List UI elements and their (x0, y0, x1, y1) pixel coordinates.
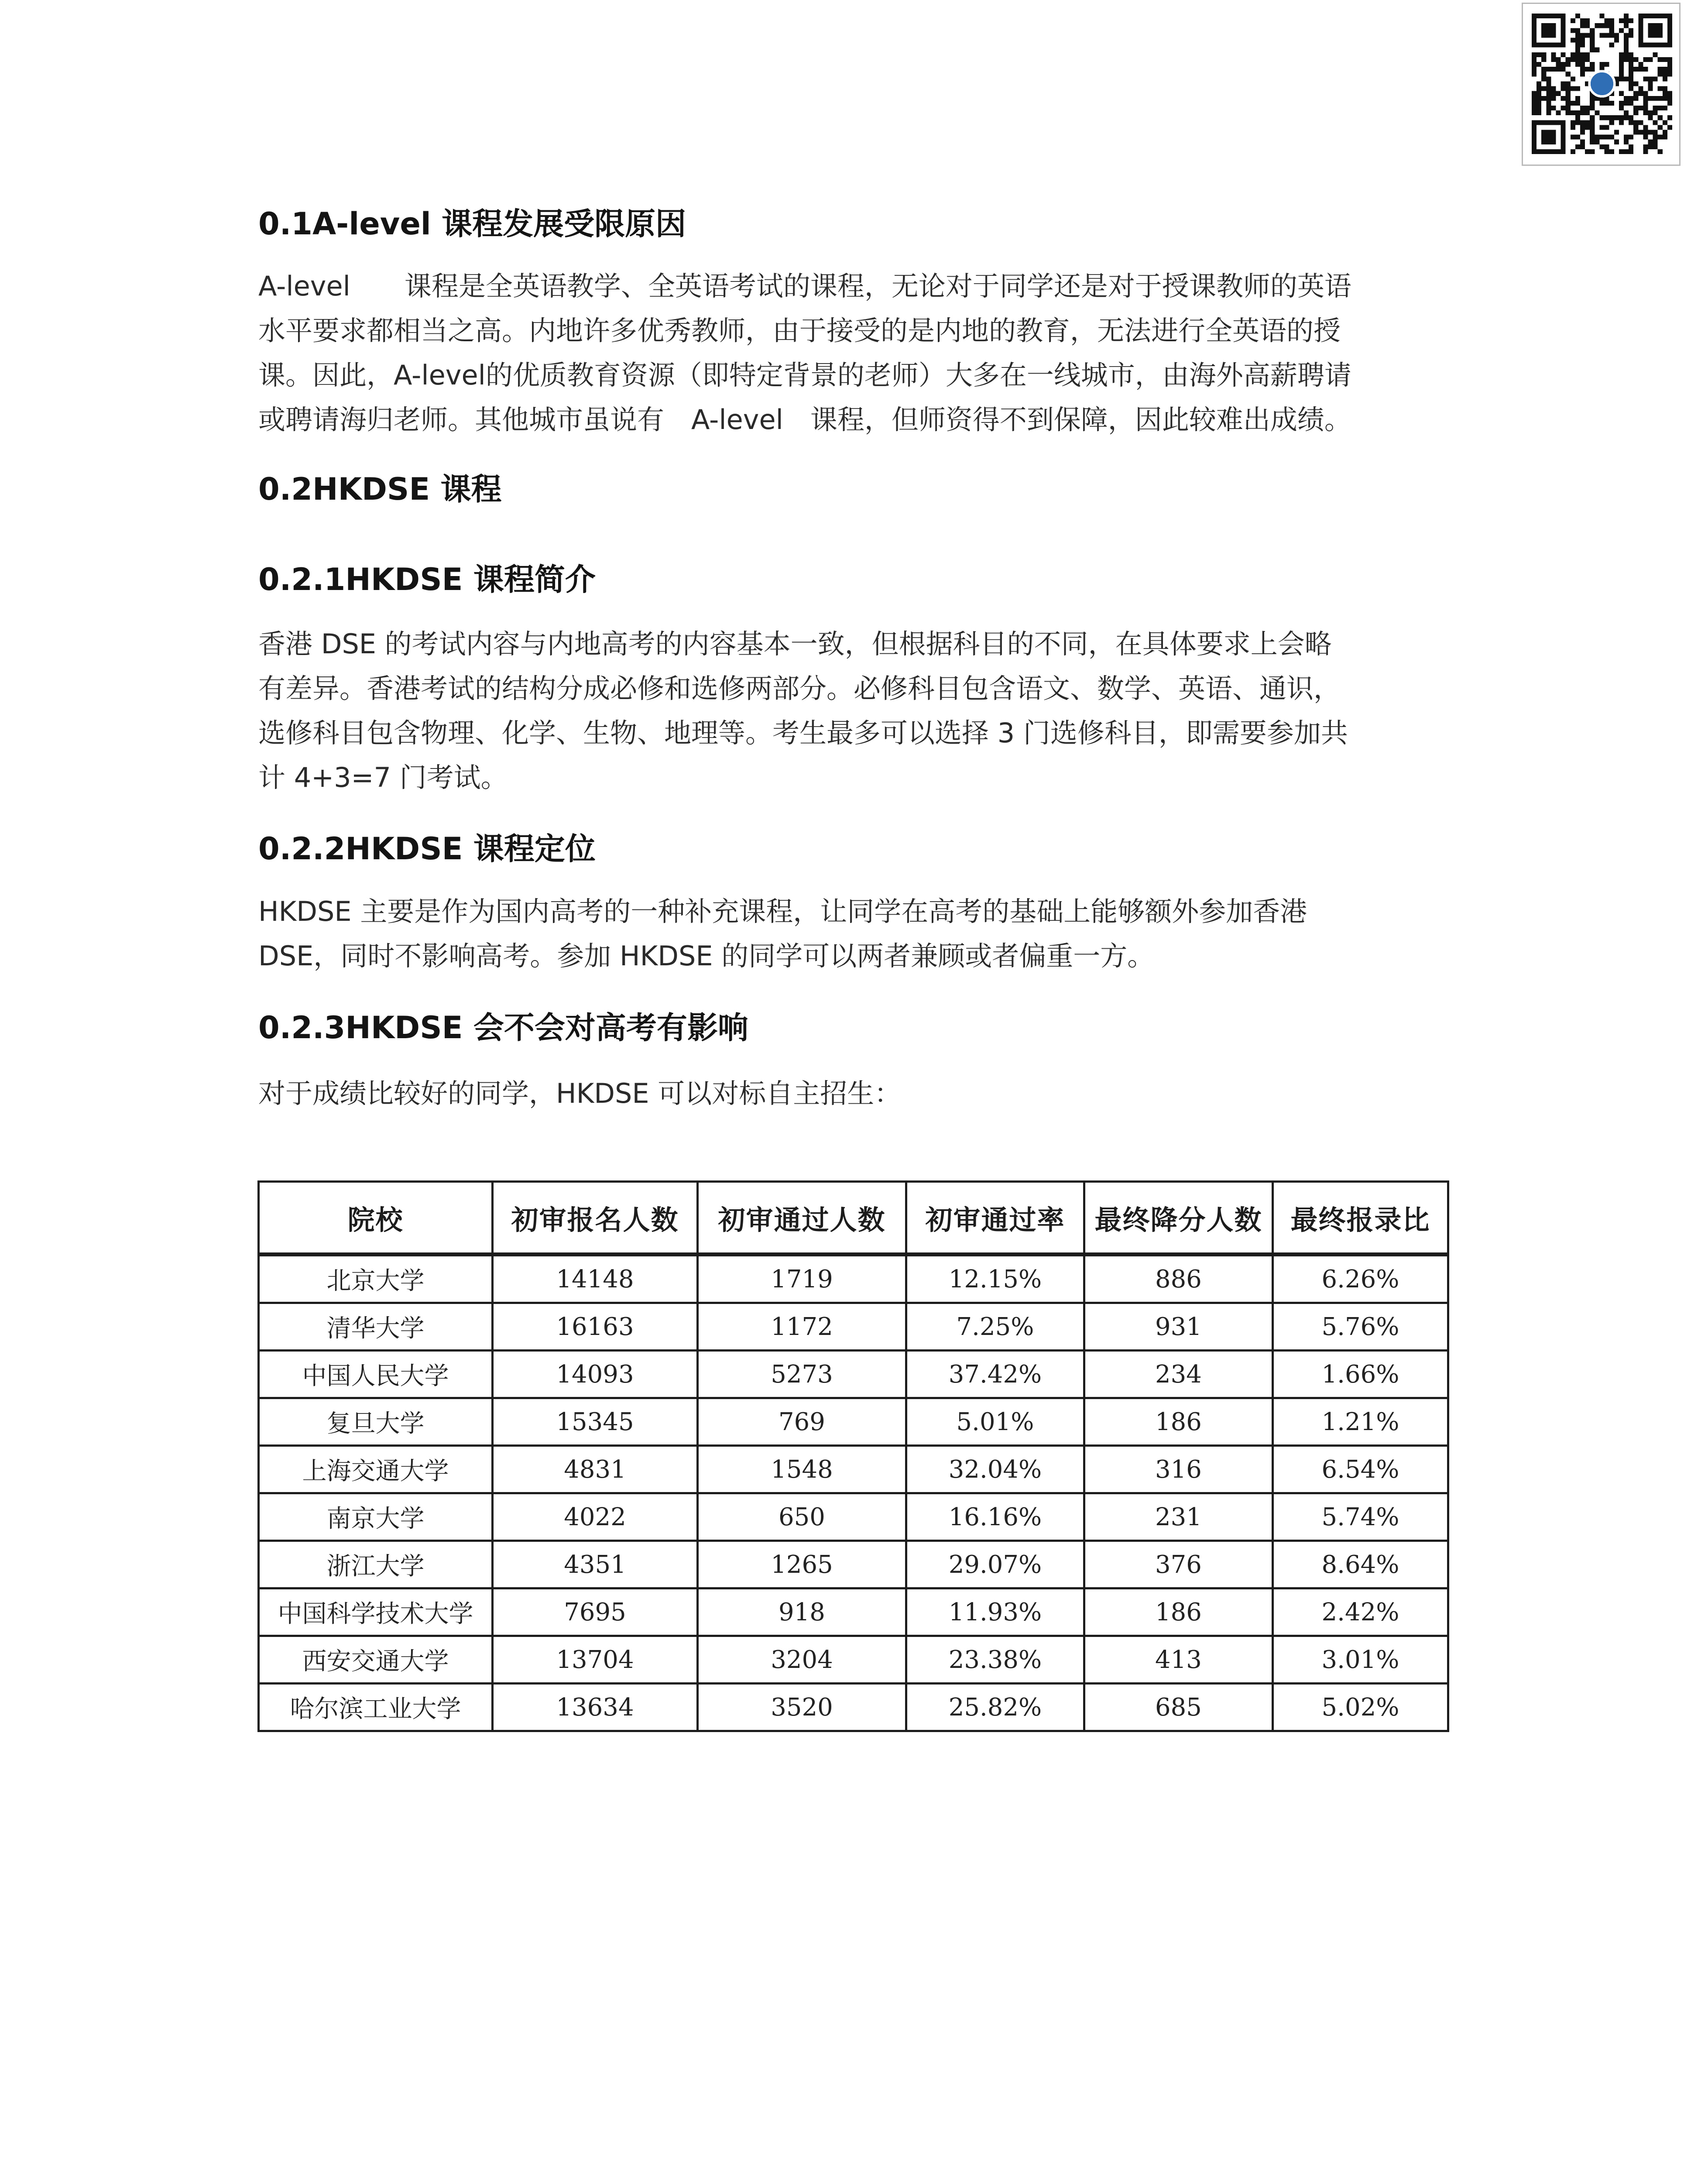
cell-school: 西安交通大学 (259, 1636, 493, 1684)
cell-applicants: 14148 (493, 1255, 698, 1303)
cell-final-count: 931 (1084, 1303, 1273, 1351)
cell-passed: 3204 (698, 1636, 906, 1684)
cell-pass-rate: 32.04% (906, 1446, 1084, 1493)
paragraph-line: 或聘请海归老师。其他城市虽说有 A-level 课程，但师资得不到保障，因此较难出成绩。 (258, 404, 1351, 436)
cell-applicants: 7695 (493, 1588, 698, 1636)
paragraph-line: A-level 课程是全英语教学、全英语考试的课程，无论对于同学还是对于授课教师的英语 (258, 270, 1351, 302)
cell-final-ratio: 1.66% (1273, 1351, 1448, 1398)
cell-applicants: 13634 (493, 1684, 698, 1731)
cell-final-ratio: 6.26% (1273, 1255, 1448, 1303)
table-row (259, 1398, 1448, 1446)
cell-final-count: 376 (1084, 1541, 1273, 1588)
column-header-pass-rate: 初审通过率 (906, 1182, 1084, 1255)
cell-pass-rate: 7.25% (906, 1303, 1084, 1351)
cell-applicants: 14093 (493, 1351, 698, 1398)
table-row (259, 1684, 1448, 1731)
table-row (259, 1303, 1448, 1351)
table-row (259, 1541, 1448, 1588)
cell-school: 中国科学技术大学 (259, 1588, 493, 1636)
cell-passed: 1172 (698, 1303, 906, 1351)
table-row (259, 1588, 1448, 1636)
cell-applicants: 16163 (493, 1303, 698, 1351)
cell-pass-rate: 5.01% (906, 1398, 1084, 1446)
cell-final-count: 234 (1084, 1351, 1273, 1398)
section-heading-alevel: 0.1A-level 课程发展受限原因 (258, 206, 686, 242)
table-header-row (259, 1182, 1448, 1255)
paragraph-line: 选修科目包含物理、化学、生物、地理等。考生最多可以选择 3 门选修科目，即需要参加共 (258, 717, 1348, 749)
cell-pass-rate: 25.82% (906, 1684, 1084, 1731)
section-heading-hkdse-intro: 0.2.1HKDSE 课程简介 (258, 562, 596, 597)
paragraph-hkdse-intro (258, 622, 1463, 800)
paragraph-line: DSE，同时不影响高考。参加 HKDSE 的同学可以两者兼顾或者偏重一方。 (258, 940, 1155, 972)
cell-passed: 3520 (698, 1684, 906, 1731)
paragraph-line: 对于成绩比较好的同学，HKDSE 可以对标自主招生： (258, 1077, 902, 1109)
cell-school: 哈尔滨工业大学 (259, 1684, 493, 1731)
column-header-applicants: 初审报名人数 (493, 1182, 698, 1255)
cell-final-count: 886 (1084, 1255, 1273, 1303)
section-heading-hkdse: 0.2HKDSE 课程 (258, 471, 502, 507)
cell-school: 北京大学 (259, 1255, 493, 1303)
section-heading-hkdse-positioning: 0.2.2HKDSE 课程定位 (258, 831, 596, 867)
cell-final-ratio: 3.01% (1273, 1636, 1448, 1684)
section-heading-hkdse-impact: 0.2.3HKDSE 会不会对高考有影响 (258, 1010, 748, 1046)
cell-final-count: 186 (1084, 1398, 1273, 1446)
table-row (259, 1446, 1448, 1493)
table-row (259, 1255, 1448, 1303)
table-row (259, 1493, 1448, 1541)
cell-passed: 769 (698, 1398, 906, 1446)
cell-school: 浙江大学 (259, 1541, 493, 1588)
paragraph-line: 计 4+3=7 门考试。 (258, 762, 508, 793)
cell-final-count: 186 (1084, 1588, 1273, 1636)
cell-passed: 1719 (698, 1255, 906, 1303)
cell-pass-rate: 11.93% (906, 1588, 1084, 1636)
paragraph-hkdse-impact (258, 1071, 1463, 1116)
paragraph-hkdse-positioning (258, 889, 1463, 978)
cell-final-ratio: 5.74% (1273, 1493, 1448, 1541)
column-header-passed: 初审通过人数 (698, 1182, 906, 1255)
cell-applicants: 4022 (493, 1493, 698, 1541)
table-row (259, 1636, 1448, 1684)
qr-code-image (1532, 14, 1672, 154)
cell-applicants: 13704 (493, 1636, 698, 1684)
column-header-final-count: 最终降分人数 (1084, 1182, 1273, 1255)
cell-final-ratio: 5.76% (1273, 1303, 1448, 1351)
column-header-final-ratio: 最终报录比 (1273, 1182, 1448, 1255)
cell-applicants: 4351 (493, 1541, 698, 1588)
cell-school: 南京大学 (259, 1493, 493, 1541)
cell-passed: 1265 (698, 1541, 906, 1588)
admissions-table (257, 1180, 1449, 1732)
table-body (259, 1255, 1448, 1731)
cell-final-count: 316 (1084, 1446, 1273, 1493)
cell-final-ratio: 6.54% (1273, 1446, 1448, 1493)
cell-final-count: 413 (1084, 1636, 1273, 1684)
paragraph-alevel (258, 264, 1463, 442)
paragraph-line: HKDSE 主要是作为国内高考的一种补充课程，让同学在高考的基础上能够额外参加香港 (258, 895, 1307, 927)
cell-passed: 650 (698, 1493, 906, 1541)
cell-school: 上海交通大学 (259, 1446, 493, 1493)
qr-code (1522, 3, 1681, 166)
cell-school: 中国人民大学 (259, 1351, 493, 1398)
paragraph-line: 课。因此，A-level的优质教育资源（即特定背景的老师）大多在一线城市，由海外高薪聘请 (258, 359, 1351, 391)
table-row (259, 1351, 1448, 1398)
cell-pass-rate: 23.38% (906, 1636, 1084, 1684)
cell-final-count: 685 (1084, 1684, 1273, 1731)
paragraph-line: 香港 DSE 的考试内容与内地高考的内容基本一致，但根据科目的不同，在具体要求上会略 (258, 628, 1332, 660)
cell-passed: 5273 (698, 1351, 906, 1398)
cell-applicants: 4831 (493, 1446, 698, 1493)
paragraph-line: 有差异。香港考试的结构分成必修和选修两部分。必修科目包含语文、数学、英语、通识， (258, 672, 1341, 704)
cell-passed: 1548 (698, 1446, 906, 1493)
cell-final-count: 231 (1084, 1493, 1273, 1541)
cell-applicants: 15345 (493, 1398, 698, 1446)
cell-school: 清华大学 (259, 1303, 493, 1351)
cell-pass-rate: 16.16% (906, 1493, 1084, 1541)
cell-final-ratio: 5.02% (1273, 1684, 1448, 1731)
cell-final-ratio: 2.42% (1273, 1588, 1448, 1636)
column-header-school: 院校 (259, 1182, 493, 1255)
cell-pass-rate: 12.15% (906, 1255, 1084, 1303)
cell-pass-rate: 29.07% (906, 1541, 1084, 1588)
cell-school: 复旦大学 (259, 1398, 493, 1446)
cell-final-ratio: 1.21% (1273, 1398, 1448, 1446)
cell-passed: 918 (698, 1588, 906, 1636)
cell-pass-rate: 37.42% (906, 1351, 1084, 1398)
paragraph-line: 水平要求都相当之高。内地许多优秀教师，由于接受的是内地的教育，无法进行全英语的授 (258, 315, 1341, 347)
cell-final-ratio: 8.64% (1273, 1541, 1448, 1588)
